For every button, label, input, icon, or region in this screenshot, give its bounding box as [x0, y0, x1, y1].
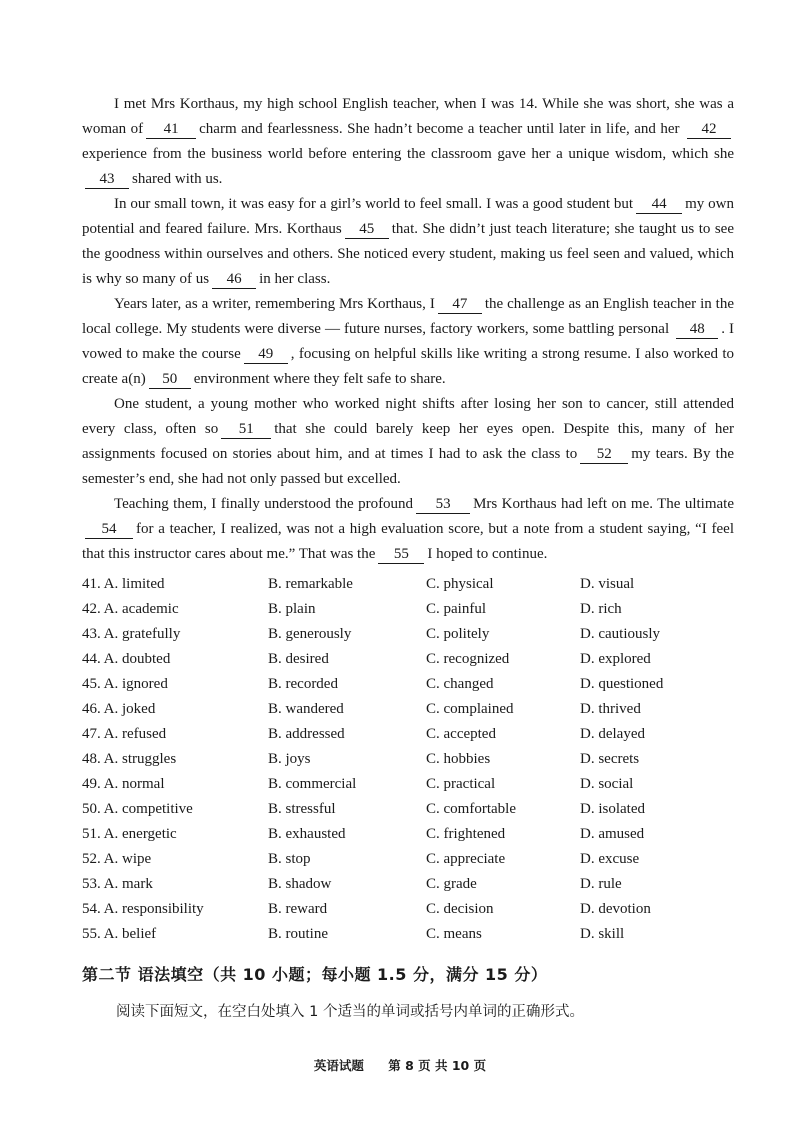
option-50-c: C. comfortable	[426, 801, 516, 817]
paragraph-5	[82, 492, 734, 567]
option-46-a: 46. A. joked	[82, 701, 156, 717]
option-row-51	[82, 822, 742, 847]
passage-text: experience from the business world before entering the classroom gave her a unique wisdom, which she	[82, 146, 734, 162]
blank-50: 50	[149, 371, 191, 389]
option-46-b: B. wandered	[268, 701, 344, 717]
option-row-48	[82, 747, 742, 772]
blank-41: 41	[146, 121, 196, 139]
option-55-b: B. routine	[268, 926, 328, 942]
option-48-b: B. joys	[268, 751, 311, 767]
option-row-44	[82, 647, 742, 672]
option-44-a: 44. A. doubted	[82, 651, 171, 667]
passage-text: Mrs Korthaus had left on me. The ultimate	[473, 496, 734, 512]
passage-text: that. She didn’t just teach literature; she taught us to see the goodness within ourselves and others. She noticed every student, making us feel seen and valued, which is why so many of us	[82, 221, 734, 287]
passage-text: . I vowed to make the course	[82, 321, 735, 362]
passage-text: that she could barely keep her eyes open. Despite this, many of her assignments focused on stories about him, and at times I had to ask the class to	[82, 421, 734, 462]
paragraph-2	[82, 192, 734, 292]
option-row-43	[82, 622, 742, 647]
option-row-47	[82, 722, 742, 747]
option-43-c: C. politely	[426, 626, 490, 642]
answer-options	[82, 572, 742, 947]
option-55-c: C. means	[426, 926, 482, 942]
option-42-a: 42. A. academic	[82, 601, 179, 617]
option-row-45	[82, 672, 742, 697]
footer-page-number: 第 8 页 共 10 页	[388, 1058, 487, 1073]
blank-51: 51	[221, 421, 271, 439]
option-43-b: B. generously	[268, 626, 352, 642]
blank-42: 42	[687, 121, 731, 139]
option-43-d: D. cautiously	[580, 626, 660, 642]
blank-47: 47	[438, 296, 482, 314]
passage-text: my own potential and feared failure. Mrs. Korthaus	[82, 196, 734, 237]
blank-52: 52	[580, 446, 628, 464]
option-45-a: 45. A. ignored	[82, 676, 168, 692]
option-55-a: 55. A. belief	[82, 926, 157, 942]
option-51-d: D. amused	[580, 826, 645, 842]
option-54-a: 54. A. responsibility	[82, 901, 204, 917]
option-50-a: 50. A. competitive	[82, 801, 193, 817]
option-41-c: C. physical	[426, 576, 494, 592]
option-46-d: D. thrived	[580, 701, 641, 717]
cloze-passage	[82, 92, 734, 567]
page-footer	[0, 1056, 800, 1074]
passage-text: my tears. By the semester’s end, she had not only passed but excelled.	[82, 446, 734, 487]
option-49-c: C. practical	[426, 776, 496, 792]
passage-text: Years later, as a writer, remembering Mrs Korthaus, I	[114, 296, 435, 312]
passage-text: In our small town, it was easy for a girl’s world to feel small. I was a good student but	[114, 196, 634, 212]
option-45-d: D. questioned	[580, 676, 664, 692]
passage-text: I met Mrs Korthaus, my high school English teacher, when I was 14. While she was short, she was a woman of	[82, 96, 734, 137]
option-54-d: D. devotion	[580, 901, 651, 917]
option-41-b: B. remarkable	[268, 576, 353, 592]
blank-49: 49	[244, 346, 288, 364]
option-53-c: C. grade	[426, 876, 477, 892]
option-47-b: B. addressed	[268, 726, 345, 742]
option-54-c: C. decision	[426, 901, 494, 917]
option-44-d: D. explored	[580, 651, 651, 667]
passage-text: charm and fearlessness. She hadn’t become a teacher until later in life, and her	[199, 121, 680, 137]
blank-46: 46	[212, 271, 256, 289]
blank-48: 48	[676, 321, 718, 339]
passage-text: for a teacher, I realized, was not a high evaluation score, but a note from a student saying, “I feel that this instructor cares about me.” That was the	[82, 521, 734, 562]
option-53-d: D. rule	[580, 876, 622, 892]
section-2-instruction: 阅读下面短文，在空白处填入 1 个适当的单词或括号内单词的正确形式。	[116, 1004, 584, 1020]
option-49-d: D. social	[580, 776, 634, 792]
option-42-d: D. rich	[580, 601, 622, 617]
option-48-a: 48. A. struggles	[82, 751, 177, 767]
option-44-c: C. recognized	[426, 651, 510, 667]
option-51-a: 51. A. energetic	[82, 826, 177, 842]
option-41-a: 41. A. limited	[82, 576, 165, 592]
option-44-b: B. desired	[268, 651, 329, 667]
blank-55: 55	[378, 546, 424, 564]
passage-text: One student, a young mother who worked night shifts after losing her son to cancer, still attended every class, often so	[82, 396, 734, 437]
option-42-b: B. plain	[268, 601, 316, 617]
blank-43: 43	[85, 171, 129, 189]
option-51-c: C. frightened	[426, 826, 506, 842]
option-row-50	[82, 797, 742, 822]
option-52-a: 52. A. wipe	[82, 851, 152, 867]
option-row-49	[82, 772, 742, 797]
blank-54: 54	[85, 521, 133, 539]
footer-subject: 英语试题	[313, 1058, 364, 1073]
option-41-d: D. visual	[580, 576, 635, 592]
passage-text: Teaching them, I finally understood the profound	[114, 496, 414, 512]
passage-text: in her class.	[259, 271, 331, 287]
option-43-a: 43. A. gratefully	[82, 626, 181, 642]
option-45-b: B. recorded	[268, 676, 338, 692]
option-55-d: D. skill	[580, 926, 625, 942]
option-row-52	[82, 847, 742, 872]
option-52-c: C. appreciate	[426, 851, 506, 867]
option-48-c: C. hobbies	[426, 751, 491, 767]
option-row-41	[82, 572, 742, 597]
passage-text: the challenge as an English teacher in the local college. My students were diverse — future nurses, factory workers, some battling personal	[82, 296, 734, 337]
option-49-b: B. commercial	[268, 776, 357, 792]
passage-text: , focusing on helpful skills like writing a strong resume. I also worked to create a(n)	[82, 346, 734, 387]
passage-text: I hoped to continue.	[427, 546, 548, 562]
option-48-d: D. secrets	[580, 751, 640, 767]
passage-text: environment where they felt safe to share.	[193, 371, 446, 387]
option-47-a: 47. A. refused	[82, 726, 167, 742]
option-47-d: D. delayed	[580, 726, 645, 742]
option-row-53	[82, 872, 742, 897]
option-47-c: C. accepted	[426, 726, 496, 742]
paragraph-3	[82, 292, 734, 392]
option-54-b: B. reward	[268, 901, 328, 917]
blank-45: 45	[345, 221, 389, 239]
option-row-54	[82, 897, 742, 922]
option-45-c: C. changed	[426, 676, 494, 692]
option-52-d: D. excuse	[580, 851, 640, 867]
option-row-55	[82, 922, 742, 947]
blank-44: 44	[636, 196, 682, 214]
option-42-c: C. painful	[426, 601, 486, 617]
option-53-b: B. shadow	[268, 876, 332, 892]
section-2-title: 第二节 语法填空（共 10 小题；每小题 1.5 分，满分 15 分）	[82, 965, 548, 984]
option-51-b: B. exhausted	[268, 826, 346, 842]
paragraph-4	[82, 392, 734, 492]
option-49-a: 49. A. normal	[82, 776, 165, 792]
option-50-b: B. stressful	[268, 801, 336, 817]
blank-53: 53	[416, 496, 470, 514]
paragraph-1	[82, 92, 734, 192]
option-53-a: 53. A. mark	[82, 876, 153, 892]
option-row-42	[82, 597, 742, 622]
option-52-b: B. stop	[268, 851, 311, 867]
option-50-d: D. isolated	[580, 801, 645, 817]
passage-text: shared with us.	[132, 171, 223, 187]
option-row-46	[82, 697, 742, 722]
option-46-c: C. complained	[426, 701, 514, 717]
